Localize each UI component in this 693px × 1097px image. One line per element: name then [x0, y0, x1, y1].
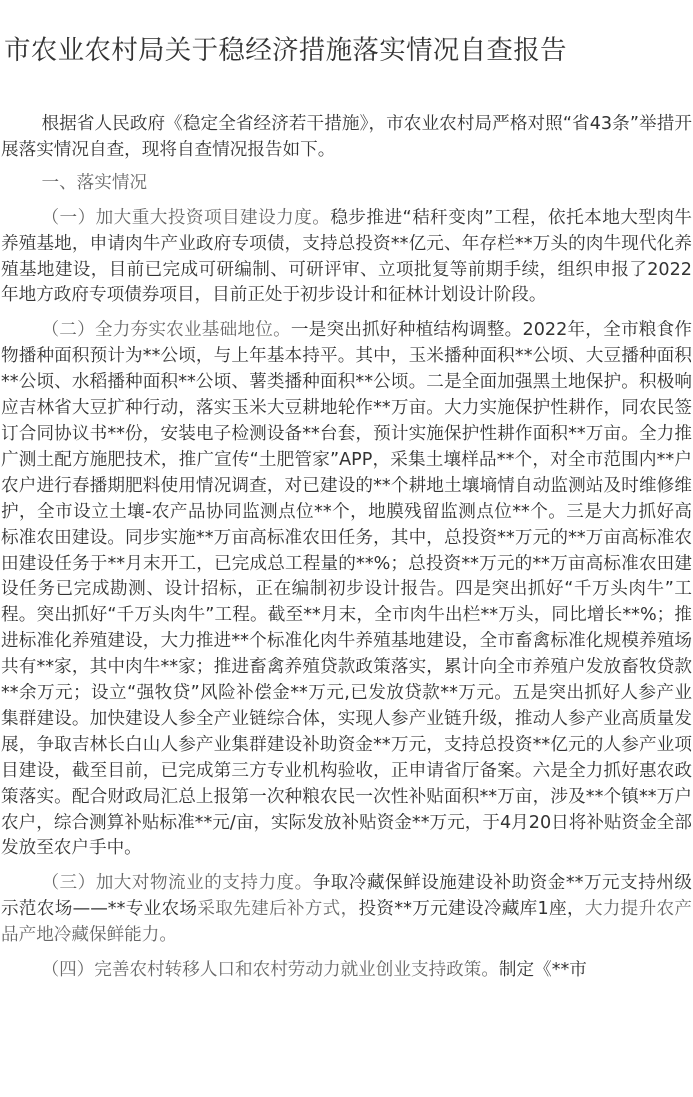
- item-text-3a: 争取冷藏保鲜设施建设补助资金**万元支持州级示范农场——**专业农场: [1, 873, 692, 920]
- item-paragraph-4: [1, 958, 692, 984]
- item-paragraph-1: [1, 206, 692, 310]
- section-heading-implementation: 一、落实情况: [41, 172, 148, 193]
- item-text-3d: 大力提升农产品产地冷藏保鲜能力。: [1, 899, 692, 946]
- item-heading-2: （二）全力夯实农业基础地位。: [41, 320, 291, 341]
- item-text-2: 一是突出抓好种植结构调整。2022年，全市粮食作物播种面积预计为**公顷，与上年基本持平。其中，玉米播种面积**公顷、大豆播种面积**公顷、水稻播种面积**公顷、薯类播种面积**公顷。二是全面加强黑土地保护。积极响应吉林省大豆扩种行动，落实玉米大豆耕地轮作**万亩。大力实施保护性耕作，同农民签订合同协议书**份，安装电子检测设备**台套，预计实施保护性耕作面积**万亩。全力推广测土配方施肥技术，推广宣传“土肥管家”APP，采集土壤样品**个，对全市范围内**户农户进行春播期肥料使用情况调查，对已建设的**个耕地土壤墒情自动监测站及时维修维护，全市设立土壤-农产品协同监测点位**个，地膜残留监测点位**个。三是大力抓好高标准农田建设。同步实施**万亩高标准农田任务，其中，总投资**万元的**万亩高标准农田建设任务于**月末开工，已完成总工程量的**%；总投资**万元的**万亩高标准农田建设任务已完成勘测、设计招标，正在编制初步设计报告。四是突出抓好“千万头肉牛”工程。突出抓好“千万头肉牛”工程。截至**月末，全市肉牛出栏**万头，同比增长**%；推进标准化养殖建设，大力推进**个标准化肉牛养殖基地建设，全市畜禽标准化规模养殖场共有**家，其中肉牛**家；推进畜禽养殖贷款政策落实，累计向全市养殖户发放畜牧贷款**余万元；设立“强牧贷”风险补偿金**万元,已发放贷款**万元。五是突出抓好人参产业集群建设。加快建设人参全产业链综合体，实现人参产业链升级，推动人参产业高质量发展，争取吉林长白山人参产业集群建设补助资金**万元，支持总投资**亿元的人参产业项目建设，截至目前，已完成第三方专业机构验收，正申请省厅备案。六是全力抓好惠农政策落实。配合财政局汇总上报第一次种粮农民一次性补贴面积**万亩，涉及**个镇**万户农户，综合测算补贴标准**元/亩，实际发放补贴资金**万元，于4月20日将补贴资金全部发放至农户手中。: [1, 320, 692, 859]
- item-text-4: 制定《**市: [498, 960, 587, 981]
- item-heading-1: （一）加大重大投资项目建设力度。: [41, 207, 331, 228]
- document-body: [0, 112, 693, 984]
- item-paragraph-3: [1, 871, 692, 949]
- item-text-1: 稳步推进“秸秆变肉”工程，依托本地大型肉牛养殖基地，申请肉牛产业政府专项债，支持总投资**亿元、年存栏**万头的肉牛现代化养殖基地建设，目前已完成可研编制、可研评审、立项批复等前期手续，组织申报了2022年地方政府专项债券项目，目前正处于初步设计和征林计划设计阶段。: [1, 207, 692, 306]
- item-heading-3: （三）加大对物流业的支持力度。: [41, 873, 313, 894]
- item-heading-4: （四）完善农村转移人口和农村劳动力就业创业支持政策。: [41, 960, 499, 981]
- intro-paragraph: 根据省人民政府《稳定全省经济若干措施》，市农业农村局严格对照“省43条”举措开展落实情况自查，现将自查情况报告如下。: [1, 114, 692, 160]
- item-paragraph-2: [1, 318, 692, 862]
- document-title: 市农业农村局关于稳经济措施落实情况自查报告: [4, 35, 567, 66]
- item-text-3b: 采取先建后补方式，: [197, 899, 359, 920]
- item-text-3c: 投资**万元建设冷藏库1座，: [358, 899, 585, 920]
